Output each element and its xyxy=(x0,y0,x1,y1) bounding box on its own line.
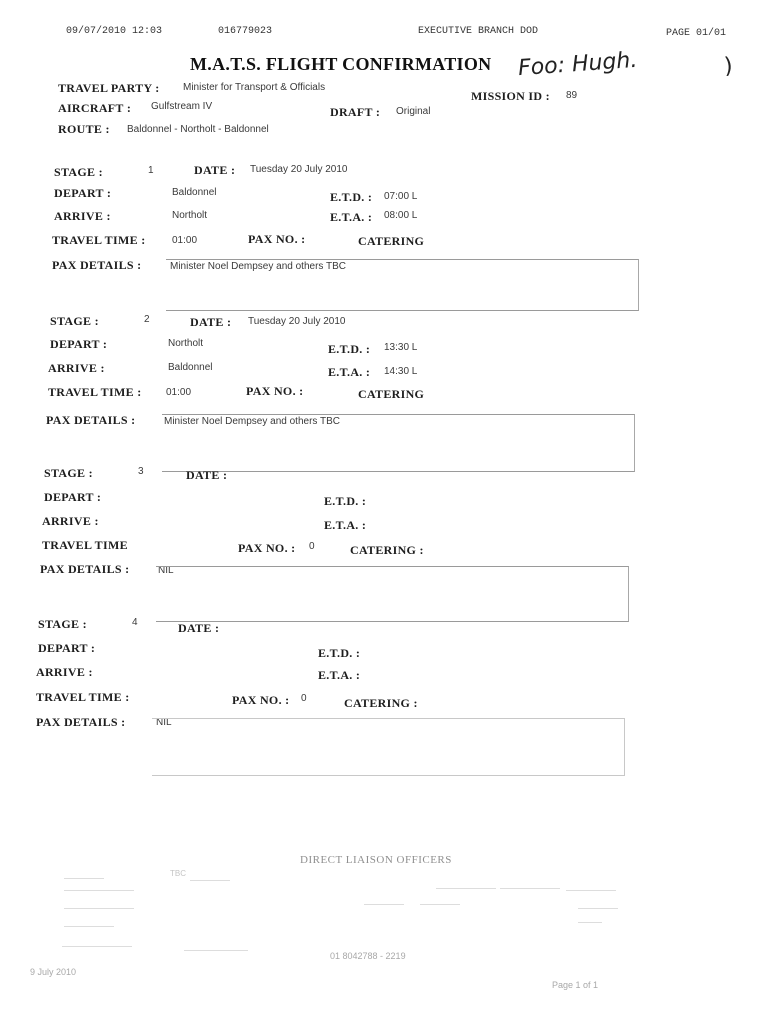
stage-number: 3 xyxy=(138,466,144,477)
etd-label: E.T.D. : xyxy=(328,342,371,356)
pax-details-box xyxy=(162,414,635,472)
liaison-officers-title: DIRECT LIAISON OFFICERS xyxy=(300,854,452,866)
date-label: DATE : xyxy=(190,315,232,329)
pax-no-value: 0 xyxy=(301,693,307,704)
travel-time-label: TRAVEL TIME xyxy=(42,538,128,552)
etd-value: 07:00 L xyxy=(384,191,418,202)
eta-label: E.T.A. : xyxy=(318,668,361,682)
arrive-label: ARRIVE : xyxy=(36,665,93,679)
handwritten-mark: ) xyxy=(723,53,734,80)
pax-details-label: PAX DETAILS : xyxy=(46,413,136,427)
pax-details-value: NIL xyxy=(158,565,174,576)
footer-date: 9 July 2010 xyxy=(30,967,77,977)
eta-label: E.T.A. : xyxy=(324,518,367,532)
date-label: DATE : xyxy=(178,621,220,635)
arrive-label: ARRIVE : xyxy=(54,209,111,223)
pax-no-label: PAX NO. : xyxy=(246,384,304,398)
arrive-label: ARRIVE : xyxy=(42,514,99,528)
catering-label: CATERING : xyxy=(350,543,424,557)
travel-time-value: 01:00 xyxy=(172,235,198,246)
eta-label: E.T.A. : xyxy=(330,210,373,224)
travel-time-label: TRAVEL TIME : xyxy=(36,690,130,704)
eta-label: E.T.A. : xyxy=(328,365,371,379)
etd-label: E.T.D. : xyxy=(324,494,367,508)
pax-no-value: 0 xyxy=(309,541,315,552)
page-title: M.A.T.S. FLIGHT CONFIRMATION xyxy=(190,54,492,74)
travel-time-label: TRAVEL TIME : xyxy=(48,385,142,399)
date-value: Tuesday 20 July 2010 xyxy=(250,164,348,175)
catering-label: CATERING : xyxy=(344,696,418,710)
pax-details-label: PAX DETAILS : xyxy=(36,715,126,729)
pax-no-label: PAX NO. : xyxy=(232,693,290,707)
etd-value: 13:30 L xyxy=(384,342,418,353)
route-value: Baldonnel - Northolt - Baldonnel xyxy=(127,124,269,135)
arrive-value: Baldonnel xyxy=(168,362,213,373)
travel-time-value: 01:00 xyxy=(166,387,192,398)
depart-value: Northolt xyxy=(168,338,204,349)
fax-number: 016779023 xyxy=(218,26,273,37)
pax-details-value: NIL xyxy=(156,717,172,728)
stage-label: STAGE : xyxy=(54,165,103,179)
depart-label: DEPART : xyxy=(38,641,96,655)
date-label: DATE : xyxy=(186,468,228,482)
fax-sender: EXECUTIVE BRANCH DOD xyxy=(418,26,539,37)
pax-details-value: Minister Noel Dempsey and others TBC xyxy=(170,261,346,272)
pax-details-label: PAX DETAILS : xyxy=(52,258,142,272)
depart-value: Baldonnel xyxy=(172,187,217,198)
mission-id-value: 89 xyxy=(566,90,578,101)
depart-label: DEPART : xyxy=(44,490,102,504)
pax-no-label: PAX NO. : xyxy=(238,541,296,555)
arrive-label: ARRIVE : xyxy=(48,361,105,375)
pax-details-box xyxy=(166,259,639,311)
stage-number: 2 xyxy=(144,314,150,325)
mission-id-label: MISSION ID : xyxy=(471,89,550,103)
depart-label: DEPART : xyxy=(50,337,108,351)
fax-page: PAGE 01/01 xyxy=(666,28,727,39)
draft-value: Original xyxy=(396,106,431,117)
pax-details-box xyxy=(152,718,625,776)
depart-label: DEPART : xyxy=(54,186,112,200)
draft-label: DRAFT : xyxy=(330,105,381,119)
stage-label: STAGE : xyxy=(38,617,87,631)
handwritten-note: Foo: Hugh. xyxy=(517,47,639,82)
pax-details-label: PAX DETAILS : xyxy=(40,562,130,576)
route-label: ROUTE : xyxy=(58,122,110,136)
liaison-name-value: TBC xyxy=(170,869,186,878)
stage-number: 1 xyxy=(148,165,154,176)
date-label: DATE : xyxy=(194,163,236,177)
pax-details-box xyxy=(156,566,629,622)
travel-party-label: TRAVEL PARTY : xyxy=(58,81,160,95)
aircraft-value: Gulfstream IV xyxy=(151,101,213,112)
stage-label: STAGE : xyxy=(44,466,93,480)
fax-datetime: 09/07/2010 12:03 xyxy=(66,26,163,37)
etd-label: E.T.D. : xyxy=(318,646,361,660)
pax-details-value: Minister Noel Dempsey and others TBC xyxy=(164,416,340,427)
eta-value: 14:30 L xyxy=(384,366,418,377)
stage-number: 4 xyxy=(132,617,138,628)
footer-page: Page 1 of 1 xyxy=(552,980,599,990)
catering-label: CATERING xyxy=(358,234,425,248)
travel-time-label: TRAVEL TIME : xyxy=(52,233,146,247)
catering-label: CATERING xyxy=(358,387,425,401)
aircraft-label: AIRCRAFT : xyxy=(58,101,132,115)
stage-label: STAGE : xyxy=(50,314,99,328)
etd-label: E.T.D. : xyxy=(330,190,373,204)
arrive-value: Northolt xyxy=(172,210,208,221)
eta-value: 08:00 L xyxy=(384,210,418,221)
date-value: Tuesday 20 July 2010 xyxy=(248,316,346,327)
travel-party-value: Minister for Transport & Officials xyxy=(183,82,326,93)
pax-no-label: PAX NO. : xyxy=(248,232,306,246)
liaison-phone-value: 01 8042788 - 2219 xyxy=(330,951,406,961)
